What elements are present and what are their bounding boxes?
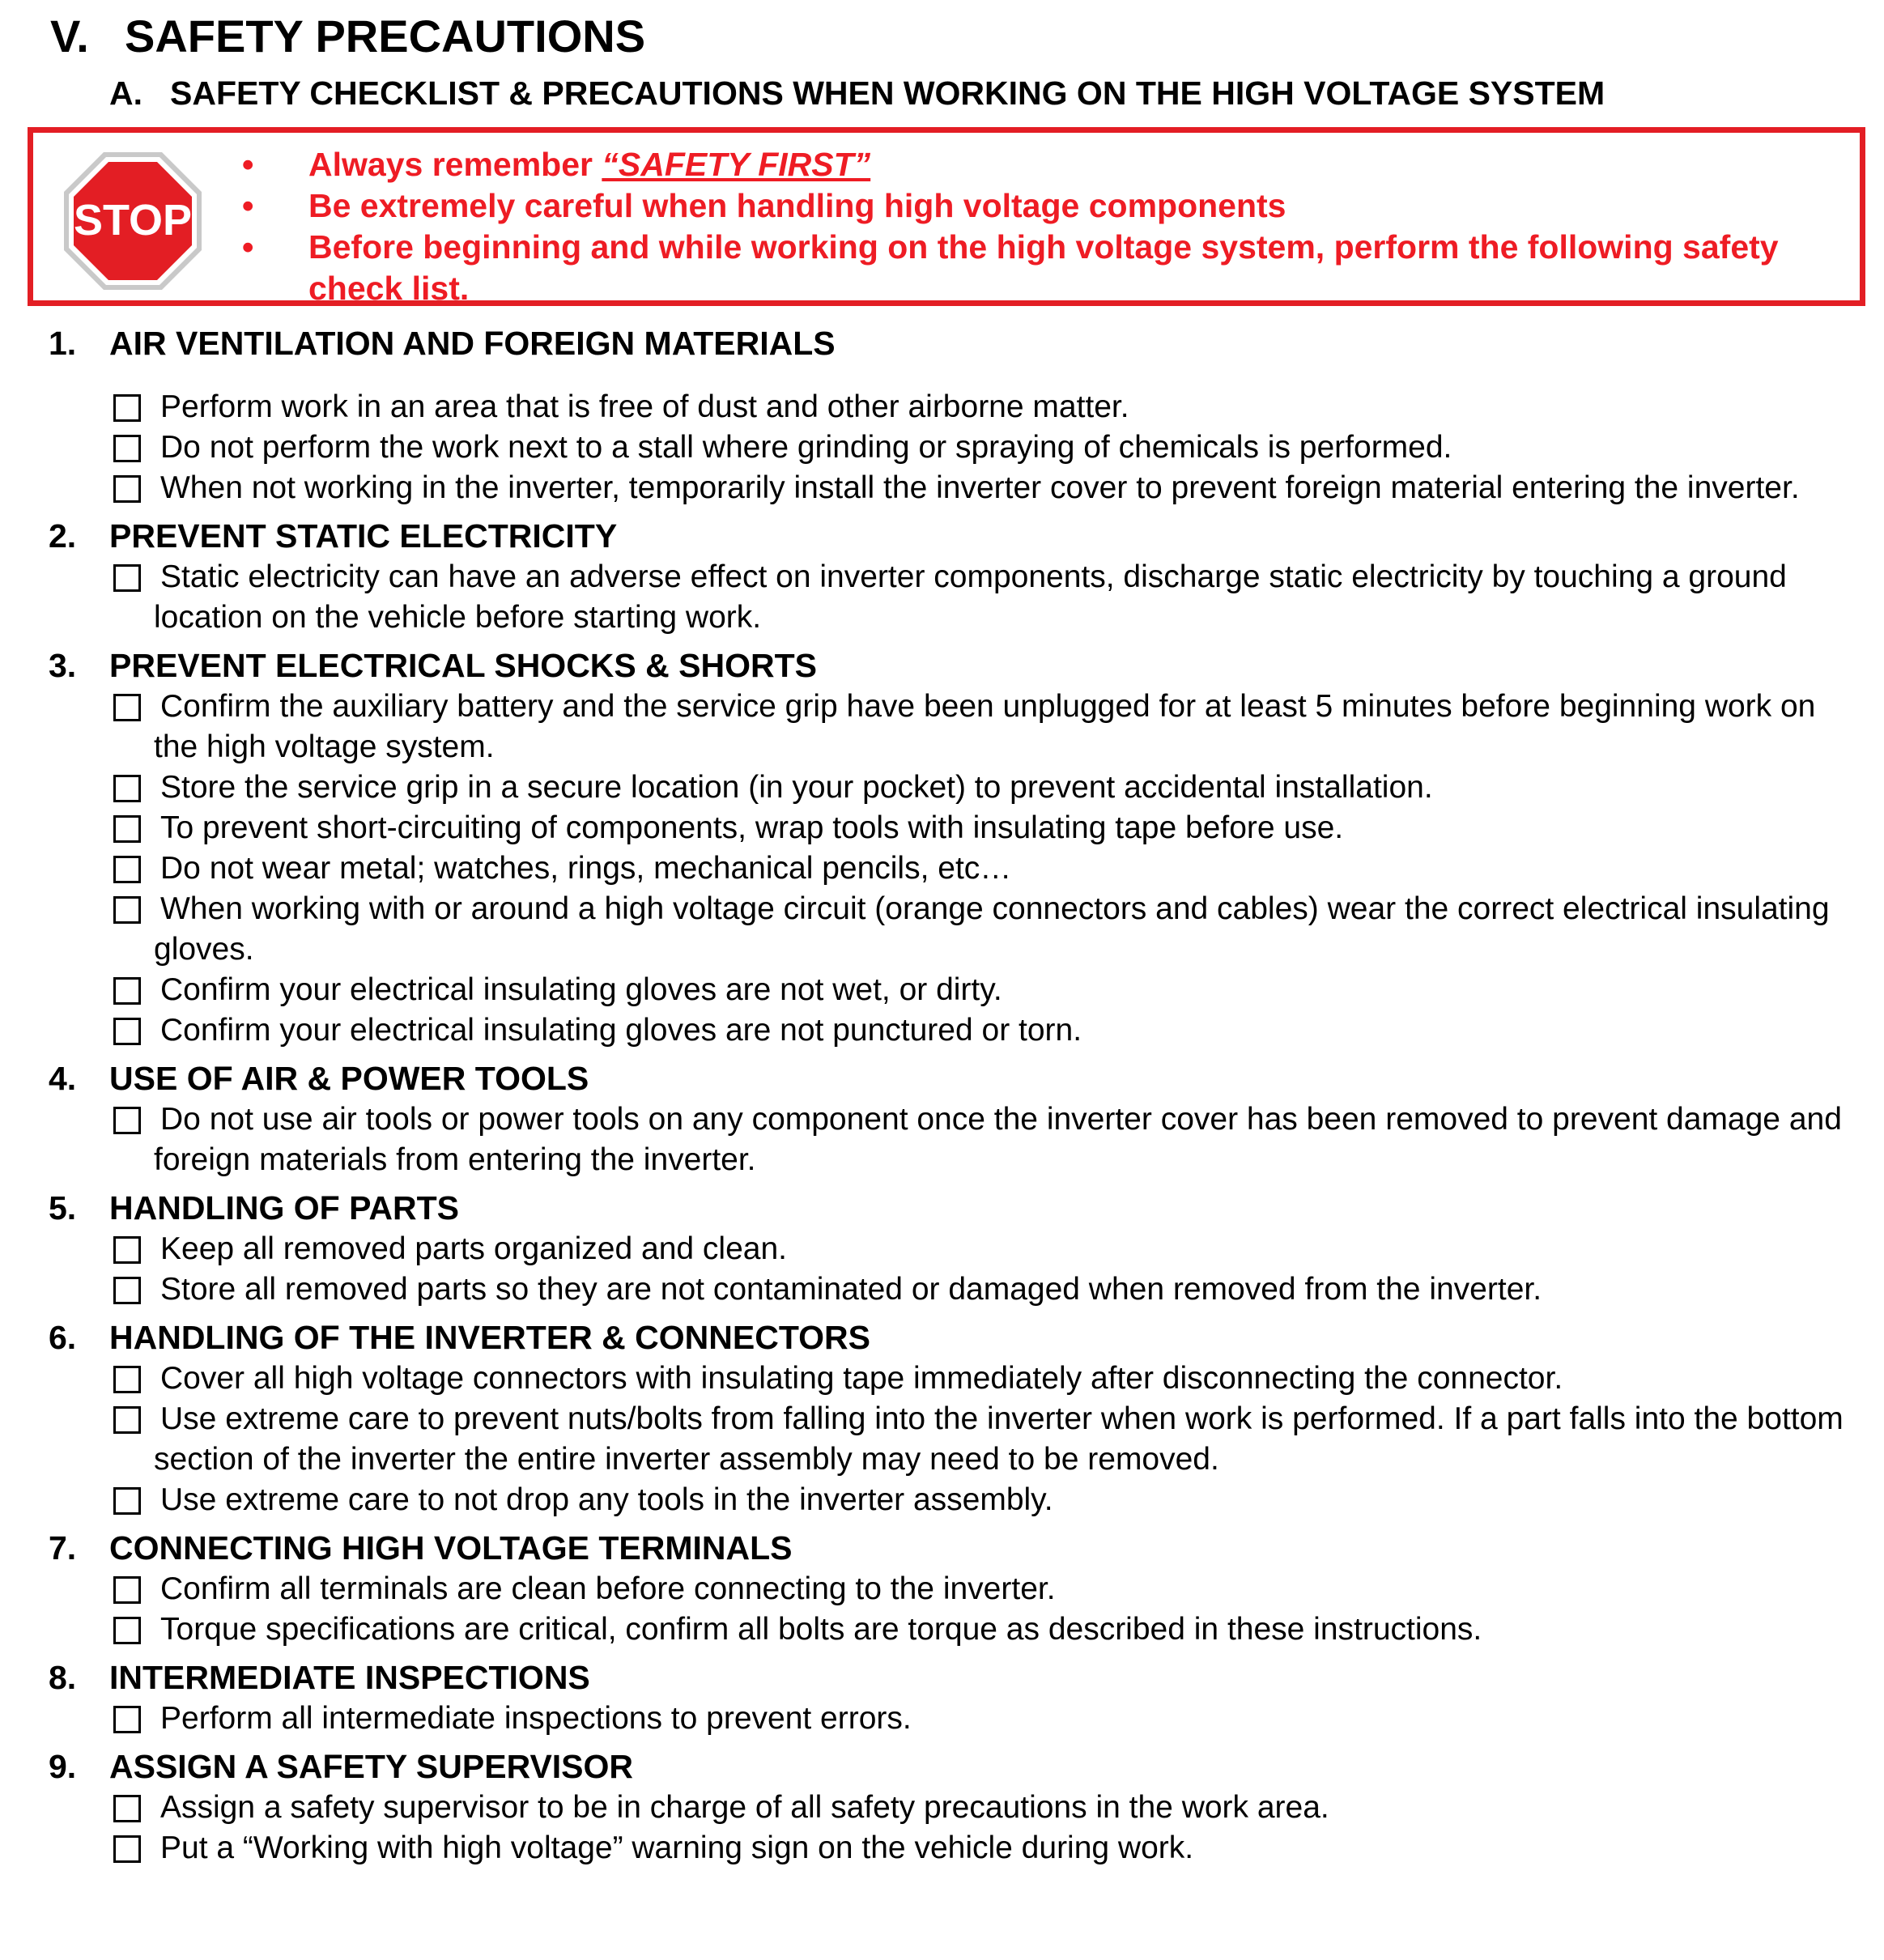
- checklist-item-text: Do not wear metal; watches, rings, mechanical pencils, etc…: [160, 851, 1012, 886]
- checkbox[interactable]: [113, 775, 141, 802]
- checklist-section: [49, 322, 1862, 508]
- checklist-section: [49, 1316, 1862, 1520]
- checklist-item-text: Use extreme care to not drop any tools in the inverter assembly.: [160, 1482, 1053, 1517]
- section-number: V.: [50, 11, 89, 62]
- checklist-section: [49, 1745, 1862, 1869]
- checklist-item: [49, 1699, 1862, 1739]
- section-heading-number: 3.: [49, 647, 77, 684]
- checklist-item-text: Put a “Working with high voltage” warning sign on the vehicle during work.: [160, 1830, 1194, 1865]
- checkbox[interactable]: [113, 694, 141, 721]
- subtitle: [109, 74, 1605, 113]
- checklist-section: [49, 1057, 1862, 1180]
- section-heading-number: 1.: [49, 325, 77, 362]
- section-heading: [49, 644, 1862, 687]
- checklist-item-text: Do not use air tools or power tools on any component once the inverter cover has been removed to prevent damage and foreign materials from entering the inverter.: [154, 1102, 1842, 1177]
- checklist-item: [49, 1569, 1862, 1609]
- section-heading-title: PREVENT STATIC ELECTRICITY: [109, 517, 618, 555]
- section-heading: [49, 322, 1862, 364]
- section-heading: [49, 1316, 1862, 1358]
- checklist-item-text: Store the service grip in a secure location (in your pocket) to prevent accidental installation.: [160, 770, 1433, 805]
- warning-text: Always remember: [308, 146, 602, 183]
- checkbox[interactable]: [113, 1277, 141, 1304]
- section-heading-title: INTERMEDIATE INSPECTIONS: [109, 1659, 590, 1696]
- warning-item: [228, 227, 1855, 309]
- checklist-item-text: Confirm the auxiliary battery and the service grip have been unplugged for at least 5 minutes before beginning work on the high voltage system.: [154, 689, 1816, 764]
- section-heading-title: CONNECTING HIGH VOLTAGE TERMINALS: [109, 1529, 793, 1567]
- checklist-item-text: Confirm all terminals are clean before connecting to the inverter.: [160, 1571, 1056, 1606]
- checklist-item: [49, 427, 1862, 468]
- page-title: [50, 10, 645, 62]
- checklist-item: [49, 1358, 1862, 1399]
- checklist-item: [49, 387, 1862, 427]
- checkbox[interactable]: [113, 977, 141, 1005]
- checklist-item: [49, 1269, 1862, 1310]
- checklist-item: [49, 970, 1862, 1010]
- checklist-item-text: When working with or around a high voltage circuit (orange connectors and cables) wear the correct electrical insulating gloves.: [154, 891, 1830, 967]
- checklist-item-text: When not working in the inverter, temporarily install the inverter cover to prevent foreign material entering the inverter.: [160, 470, 1800, 505]
- checklist-item: [49, 1788, 1862, 1828]
- checklist-item-text: Perform all intermediate inspections to prevent errors.: [160, 1701, 912, 1736]
- checklist-item-text: Do not perform the work next to a stall where grinding or spraying of chemicals is performed.: [160, 430, 1452, 465]
- section-heading-title: HANDLING OF PARTS: [109, 1189, 460, 1227]
- checklist-item-text: Use extreme care to prevent nuts/bolts from falling into the inverter when work is performed. If a part falls into the bottom section of the inverter the entire inverter assembly may need to be removed.: [154, 1401, 1844, 1477]
- checkbox[interactable]: [113, 435, 141, 462]
- checklist-section: [49, 515, 1862, 638]
- checkbox[interactable]: [113, 1487, 141, 1515]
- sub-number: A.: [109, 74, 142, 112]
- checkbox[interactable]: [113, 1406, 141, 1434]
- section-heading-number: 6.: [49, 1319, 77, 1356]
- section-heading-title: PREVENT ELECTRICAL SHOCKS & SHORTS: [109, 647, 817, 684]
- section-heading: [49, 1187, 1862, 1229]
- section-heading: [49, 1745, 1862, 1788]
- checklist-item: [49, 1099, 1862, 1180]
- checkbox[interactable]: [113, 1366, 141, 1393]
- checklist-section: [49, 1656, 1862, 1739]
- checkbox[interactable]: [113, 475, 141, 503]
- section-heading-number: 7.: [49, 1529, 77, 1567]
- checklist-item-text: Torque specifications are critical, confirm all bolts are torque as described in these instructions.: [160, 1612, 1482, 1647]
- checkbox[interactable]: [113, 1795, 141, 1822]
- warning-item: [228, 185, 1855, 227]
- checklist-item: [49, 889, 1862, 970]
- checkbox[interactable]: [113, 896, 141, 924]
- sub-title: SAFETY CHECKLIST & PRECAUTIONS WHEN WORKING ON THE HIGH VOLTAGE SYSTEM: [170, 74, 1605, 112]
- checkbox[interactable]: [113, 815, 141, 843]
- checklist-item-text: Confirm your electrical insulating gloves are not punctured or torn.: [160, 1013, 1082, 1048]
- checklist-item: [49, 468, 1862, 508]
- checklist-item-text: Assign a safety supervisor to be in charge of all safety precautions in the work area.: [160, 1790, 1329, 1825]
- checklist-item: [49, 557, 1862, 638]
- checklist-item: [49, 767, 1862, 808]
- checklist-item-text: Keep all removed parts organized and clean.: [160, 1231, 787, 1266]
- section-heading: [49, 1656, 1862, 1699]
- warning-box: [28, 127, 1865, 306]
- section-heading: [49, 515, 1862, 557]
- checklist-item: [49, 1010, 1862, 1051]
- checkbox[interactable]: [113, 856, 141, 883]
- checklist-item: [49, 1399, 1862, 1480]
- stop-text: STOP: [73, 196, 193, 244]
- section-heading-title: ASSIGN A SAFETY SUPERVISOR: [109, 1748, 634, 1785]
- checklist-item-text: To prevent short-circuiting of components, wrap tools with insulating tape before use.: [160, 810, 1344, 845]
- section-heading-number: 2.: [49, 517, 77, 555]
- checkbox[interactable]: [113, 1107, 141, 1134]
- checklist-item: [49, 1609, 1862, 1650]
- checklist-item: [49, 1828, 1862, 1869]
- checklist-item: [49, 1229, 1862, 1269]
- checklist-section: [49, 644, 1862, 1051]
- checklist-item: [49, 848, 1862, 889]
- checklist-item-text: Store all removed parts so they are not contaminated or damaged when removed from the inverter.: [160, 1272, 1542, 1307]
- checkbox[interactable]: [113, 1835, 141, 1863]
- checklist-item: [49, 808, 1862, 848]
- section-heading: [49, 1057, 1862, 1099]
- warning-text: Before beginning and while working on the high voltage system, perform the following safety check list.: [308, 228, 1779, 307]
- section-heading: [49, 1527, 1862, 1569]
- checklist-item: [49, 1480, 1862, 1520]
- section-heading-title: USE OF AIR & POWER TOOLS: [109, 1060, 589, 1097]
- section-heading-number: 5.: [49, 1189, 77, 1227]
- checklist-item-text: Perform work in an area that is free of dust and other airborne matter.: [160, 389, 1129, 424]
- checkbox[interactable]: [113, 564, 141, 592]
- checklist-section: [49, 1527, 1862, 1650]
- checkbox[interactable]: [113, 1706, 141, 1733]
- section-heading-number: 9.: [49, 1748, 77, 1785]
- checkbox[interactable]: [113, 1236, 141, 1264]
- section-heading-title: HANDLING OF THE INVERTER & CONNECTORS: [109, 1319, 870, 1356]
- checklist-item: [49, 687, 1862, 767]
- warning-item: [228, 144, 1855, 185]
- checkbox[interactable]: [113, 1018, 141, 1045]
- section-heading-title: AIR VENTILATION AND FOREIGN MATERIALS: [109, 325, 836, 362]
- checkbox[interactable]: [113, 1617, 141, 1644]
- checkbox[interactable]: [113, 394, 141, 422]
- warning-text: Be extremely careful when handling high voltage components: [308, 187, 1286, 224]
- section-heading-number: 4.: [49, 1060, 77, 1097]
- section-heading-number: 8.: [49, 1659, 77, 1696]
- checklist-section: [49, 1187, 1862, 1310]
- warning-list: [228, 144, 1855, 309]
- checklist-item-text: Confirm your electrical insulating gloves are not wet, or dirty.: [160, 972, 1002, 1007]
- checklist-item-text: Static electricity can have an adverse effect on inverter components, discharge static electricity by touching a ground location on the vehicle before starting work.: [154, 559, 1787, 635]
- section-title: SAFETY PRECAUTIONS: [125, 11, 646, 62]
- safety-first-text: “SAFETY FIRST”: [602, 146, 871, 183]
- checklist: [49, 322, 1862, 1875]
- stop-sign-icon: [62, 151, 203, 291]
- checklist-item-text: Cover all high voltage connectors with insulating tape immediately after disconnecting the connector.: [160, 1361, 1563, 1396]
- checkbox[interactable]: [113, 1576, 141, 1604]
